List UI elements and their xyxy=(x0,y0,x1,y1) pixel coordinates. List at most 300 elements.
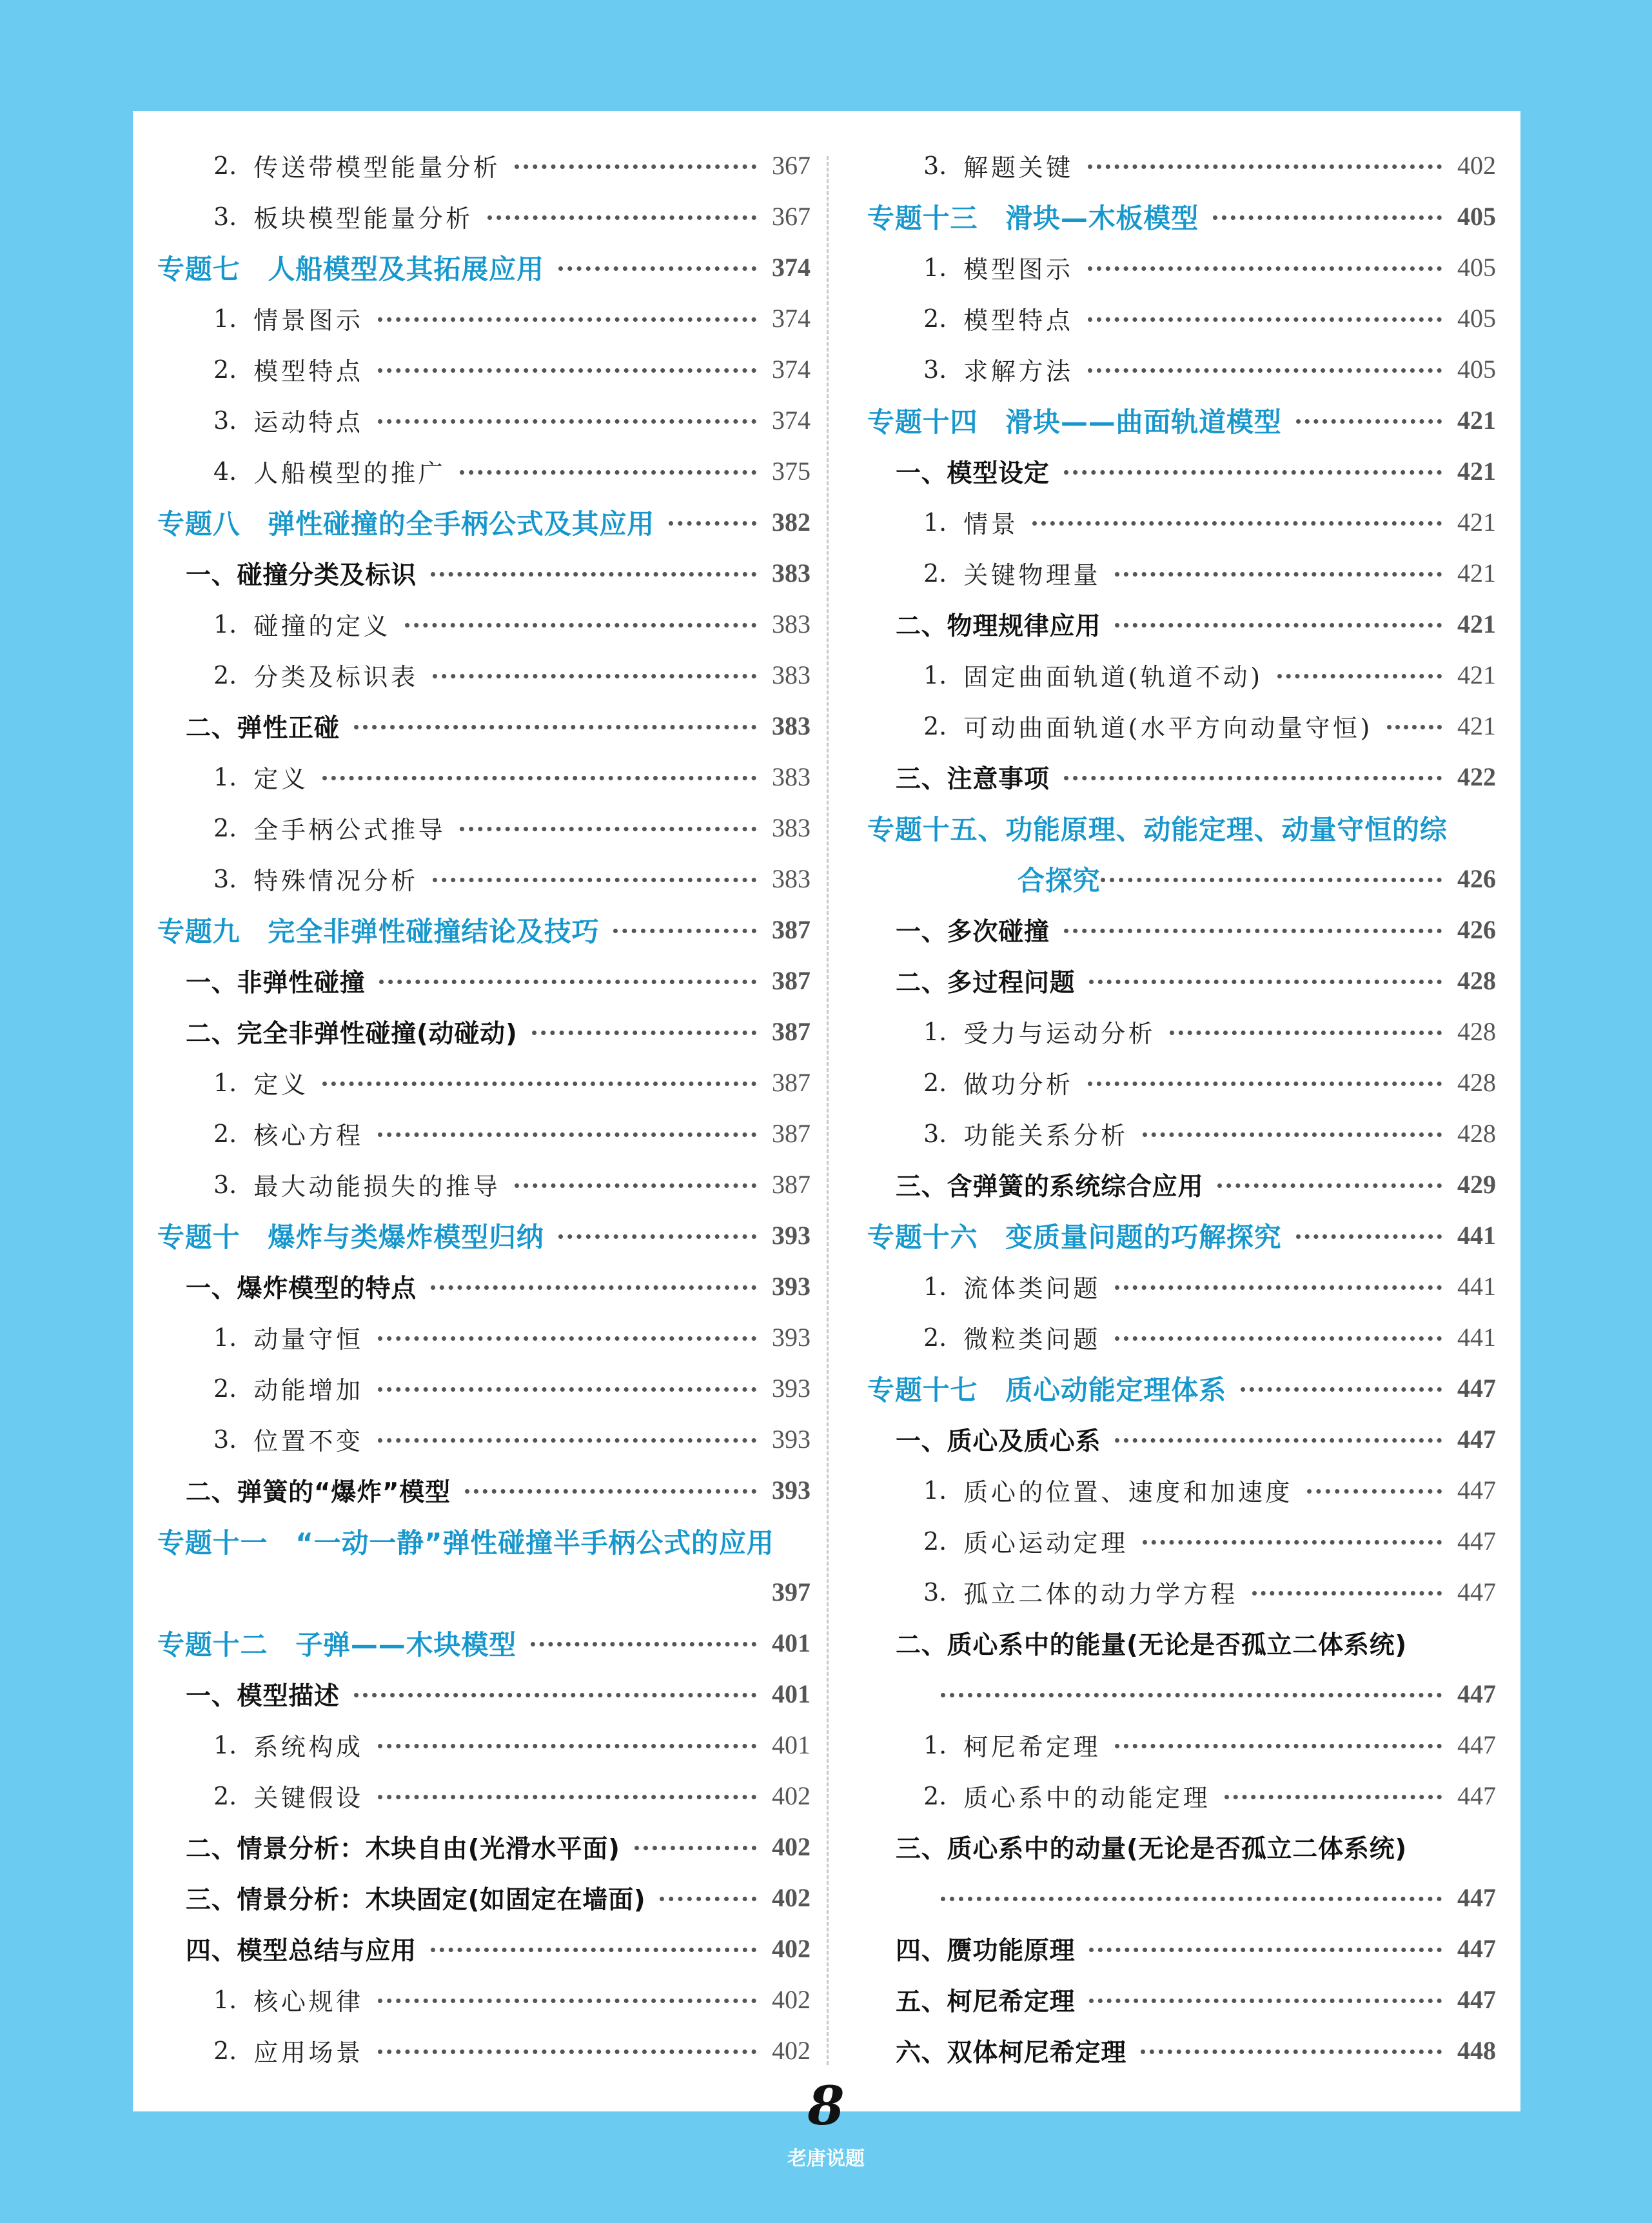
toc-section-entry[interactable] xyxy=(867,1821,1496,1872)
toc-page-number: 421 xyxy=(1457,660,1496,689)
toc-entry-title: 受力与运动分析 xyxy=(963,1020,1156,1048)
dot-leader xyxy=(1252,1591,1442,1596)
toc-left-column xyxy=(157,140,811,2076)
toc-entry-title: 专题十七 质心动能定理体系 xyxy=(867,1374,1226,1406)
toc-item-number: 2. xyxy=(213,813,237,842)
toc-page-number: 447 xyxy=(1457,1781,1496,1810)
toc-entry-title: 专题十三 滑块—木板模型 xyxy=(867,202,1199,234)
dot-leader xyxy=(515,1183,756,1188)
toc-section-entry[interactable] xyxy=(867,1668,1496,1719)
toc-item-entry[interactable] xyxy=(157,2025,811,2076)
toc-page-number: 402 xyxy=(1457,151,1496,180)
dot-leader xyxy=(378,1744,756,1748)
toc-entry-title: 可动曲面轨道(水平方向动量守恒) xyxy=(963,714,1373,742)
toc-page-number: 387 xyxy=(772,966,811,995)
toc-page-number: 402 xyxy=(772,1934,811,1963)
toc-entry-title: 二、完全非弹性碰撞(动碰动) xyxy=(186,1019,518,1049)
toc-chapter-entry[interactable] xyxy=(157,497,811,548)
toc-chapter-entry-continued[interactable] xyxy=(157,1566,811,1617)
toc-section-entry[interactable] xyxy=(157,1465,811,1516)
toc-entry-title: 二、质心系中的能量(无论是否孤立二体系统) xyxy=(896,1630,1408,1660)
dot-leader xyxy=(1213,215,1442,220)
toc-entry-title: 专题八 弹性碰撞的全手柄公式及其应用 xyxy=(157,508,655,540)
toc-page-number: 374 xyxy=(772,406,811,435)
dot-leader xyxy=(487,215,756,220)
dot-leader xyxy=(1115,1744,1442,1748)
dot-leader xyxy=(1115,1285,1442,1290)
dot-leader xyxy=(378,419,756,424)
toc-item-entry[interactable] xyxy=(867,1465,1496,1516)
publisher-watermark: 老唐说题 xyxy=(787,2148,865,2170)
toc-item-number: 2. xyxy=(923,304,947,333)
toc-section-entry[interactable] xyxy=(157,1923,811,1974)
toc-item-number: 2. xyxy=(923,1068,947,1097)
toc-entry-title: 专题十五、功能原理、动能定理、动量守恒的综 xyxy=(867,813,1448,845)
toc-item-entry[interactable] xyxy=(157,446,811,497)
toc-item-number: 1. xyxy=(213,609,237,638)
toc-page-number: 402 xyxy=(772,1781,811,1810)
toc-item-entry[interactable] xyxy=(157,751,811,802)
toc-chapter-entry[interactable] xyxy=(157,1516,811,1566)
toc-page-number: 374 xyxy=(772,355,811,384)
toc-entry-title: 质心系中的动能定理 xyxy=(963,1784,1211,1812)
toc-item-number: 2. xyxy=(213,355,237,384)
toc-page-number: 441 xyxy=(1457,1221,1496,1250)
toc-page-number: 387 xyxy=(772,1170,811,1199)
dot-leader xyxy=(405,623,756,627)
toc-entry-title: 一、爆炸模型的特点 xyxy=(186,1274,417,1303)
dot-leader xyxy=(322,776,756,780)
toc-section-entry[interactable] xyxy=(867,1159,1496,1210)
dot-leader xyxy=(1143,1132,1442,1137)
toc-entry-title: 动量守恒 xyxy=(253,1325,364,1354)
dot-leader xyxy=(1064,776,1442,780)
toc-entry-title: 四、模型总结与应用 xyxy=(186,1936,417,1966)
toc-section-entry[interactable] xyxy=(157,1261,811,1312)
toc-page-number: 441 xyxy=(1457,1272,1496,1301)
dot-leader xyxy=(669,521,756,526)
toc-entry-title: 合探究 xyxy=(1018,864,1101,896)
toc-entry-title: 专题九 完全非弹性碰撞结论及技巧 xyxy=(157,915,600,947)
toc-item-entry[interactable] xyxy=(157,1057,811,1108)
toc-page-number: 402 xyxy=(772,1883,811,1912)
toc-item-entry[interactable] xyxy=(867,242,1496,293)
toc-chapter-entry[interactable] xyxy=(157,242,811,293)
toc-entry-title: 一、质心及质心系 xyxy=(896,1427,1101,1456)
toc-item-number: 2. xyxy=(923,1781,947,1810)
dot-leader xyxy=(1088,317,1442,322)
toc-section-entry[interactable] xyxy=(867,1617,1496,1668)
dot-leader xyxy=(378,1999,756,2003)
toc-item-number: 1. xyxy=(213,1730,237,1759)
toc-item-number: 3. xyxy=(213,1425,237,1454)
dot-leader xyxy=(378,317,756,322)
toc-entry-title: 传送带模型能量分析 xyxy=(253,153,501,182)
toc-item-entry[interactable] xyxy=(157,395,811,446)
toc-item-number: 3. xyxy=(213,864,237,893)
toc-item-number: 1. xyxy=(923,508,947,537)
dot-leader xyxy=(354,1693,756,1697)
dot-leader xyxy=(1141,2050,1442,2054)
toc-item-entry[interactable] xyxy=(867,1516,1496,1566)
toc-page-number: 383 xyxy=(772,558,811,588)
toc-page-number: 374 xyxy=(772,304,811,333)
toc-item-number: 3. xyxy=(923,355,947,384)
toc-item-number: 1. xyxy=(923,660,947,689)
toc-chapter-entry[interactable] xyxy=(867,1363,1496,1414)
toc-item-entry[interactable] xyxy=(157,598,811,649)
dot-leader xyxy=(378,1336,756,1341)
toc-page-number: 393 xyxy=(772,1323,811,1352)
toc-entry-title: 系统构成 xyxy=(253,1733,364,1761)
toc-item-number: 2. xyxy=(923,558,947,588)
toc-item-entry[interactable] xyxy=(157,1159,811,1210)
toc-item-number: 1. xyxy=(923,1272,947,1301)
toc-section-entry[interactable] xyxy=(157,1006,811,1057)
toc-page-number: 447 xyxy=(1457,1985,1496,2014)
toc-entry-title: 情景图示 xyxy=(253,306,364,335)
toc-page-number: 375 xyxy=(772,457,811,486)
dot-leader xyxy=(1088,1082,1442,1086)
toc-item-entry[interactable] xyxy=(867,1006,1496,1057)
toc-entry-title: 一、碰撞分类及标识 xyxy=(186,560,417,590)
dot-leader xyxy=(1241,1387,1442,1392)
toc-page-number: 441 xyxy=(1457,1323,1496,1352)
toc-entry-title: 核心方程 xyxy=(253,1121,364,1150)
toc-entry-title: 三、情景分析：木块固定(如固定在墙面) xyxy=(186,1885,646,1915)
dot-leader xyxy=(1296,1234,1442,1239)
toc-item-entry[interactable] xyxy=(867,548,1496,598)
toc-entry-title: 模型特点 xyxy=(253,357,364,386)
toc-page-number: 393 xyxy=(772,1374,811,1403)
toc-page xyxy=(133,111,1520,2111)
toc-entry-title: 应用场景 xyxy=(253,2039,364,2067)
toc-section-entry[interactable] xyxy=(157,955,811,1006)
toc-entry-title: 特殊情况分析 xyxy=(253,867,418,895)
toc-item-entry[interactable] xyxy=(867,293,1496,344)
toc-entry-title: 质心运动定理 xyxy=(963,1529,1128,1557)
toc-item-entry[interactable] xyxy=(157,1974,811,2025)
dot-leader xyxy=(1277,674,1442,678)
toc-page-number: 428 xyxy=(1457,1017,1496,1046)
dot-leader xyxy=(1032,521,1442,526)
dot-leader xyxy=(660,1897,756,1901)
toc-item-entry[interactable] xyxy=(867,140,1496,191)
toc-page-number: 401 xyxy=(772,1679,811,1708)
toc-page-number: 428 xyxy=(1457,1068,1496,1097)
toc-item-entry[interactable] xyxy=(867,497,1496,548)
toc-item-number: 2. xyxy=(213,151,237,180)
dot-leader xyxy=(1224,1795,1442,1799)
toc-item-entry[interactable] xyxy=(867,1566,1496,1617)
toc-chapter-entry[interactable] xyxy=(867,853,1496,904)
dot-leader xyxy=(433,674,756,678)
dot-leader xyxy=(378,2050,756,2054)
toc-item-entry[interactable] xyxy=(157,1719,811,1770)
toc-entry-title: 一、非弹性碰撞 xyxy=(186,968,366,998)
toc-page-number: 402 xyxy=(772,1985,811,2014)
toc-page-number: 383 xyxy=(772,609,811,638)
toc-chapter-entry[interactable] xyxy=(157,904,811,955)
toc-section-entry[interactable] xyxy=(867,751,1496,802)
dot-leader xyxy=(558,1234,756,1239)
toc-entry-title: 最大动能损失的推导 xyxy=(253,1172,501,1201)
dot-leader xyxy=(460,827,756,831)
toc-item-number: 1. xyxy=(213,1068,237,1097)
toc-item-entry[interactable] xyxy=(157,191,811,242)
toc-chapter-entry[interactable] xyxy=(157,1210,811,1261)
toc-page-number: 421 xyxy=(1457,558,1496,588)
toc-page-number: 405 xyxy=(1457,202,1496,231)
toc-section-entry[interactable] xyxy=(867,955,1496,1006)
toc-chapter-entry[interactable] xyxy=(867,395,1496,446)
dot-leader xyxy=(634,1846,756,1850)
toc-item-number: 2. xyxy=(213,660,237,689)
dot-leader xyxy=(1307,1489,1442,1494)
toc-entry-title: 五、柯尼希定理 xyxy=(896,1987,1076,2017)
toc-item-number: 3. xyxy=(213,202,237,231)
toc-chapter-entry[interactable] xyxy=(157,1617,811,1668)
toc-item-number: 4. xyxy=(213,457,237,486)
toc-entry-title: 专题十 爆炸与类爆炸模型归纳 xyxy=(157,1221,544,1253)
toc-page-number: 405 xyxy=(1457,304,1496,333)
toc-item-number: 2. xyxy=(213,1781,237,1810)
toc-page-number: 387 xyxy=(772,1068,811,1097)
dot-leader xyxy=(378,368,756,373)
toc-page-number: 447 xyxy=(1457,1425,1496,1454)
toc-item-entry[interactable] xyxy=(157,1108,811,1159)
toc-entry-title: 一、模型设定 xyxy=(896,459,1050,488)
toc-item-entry[interactable] xyxy=(157,344,811,395)
toc-item-number: 3. xyxy=(213,1170,237,1199)
column-divider xyxy=(827,156,829,2065)
toc-entry-title: 全手柄公式推导 xyxy=(253,816,446,844)
dot-leader xyxy=(354,725,756,729)
toc-entry-title: 专题十二 子弹——木块模型 xyxy=(157,1628,516,1661)
toc-item-number: 3. xyxy=(923,1119,947,1148)
toc-item-entry[interactable] xyxy=(867,649,1496,700)
dot-leader xyxy=(1217,1183,1442,1188)
toc-page-number: 367 xyxy=(772,151,811,180)
dot-leader xyxy=(322,1082,756,1086)
toc-page-number: 382 xyxy=(772,508,811,537)
toc-entry-title: 运动特点 xyxy=(253,408,364,437)
dot-leader xyxy=(941,1897,1442,1901)
dot-leader xyxy=(1115,572,1442,577)
toc-entry-title: 固定曲面轨道(轨道不动) xyxy=(963,663,1263,691)
toc-section-entry[interactable] xyxy=(867,904,1496,955)
toc-item-number: 2. xyxy=(923,711,947,740)
dot-leader xyxy=(460,470,756,475)
toc-page-number: 421 xyxy=(1457,609,1496,638)
toc-item-entry[interactable] xyxy=(867,1719,1496,1770)
dot-leader xyxy=(1064,929,1442,933)
toc-entry-title: 定义 xyxy=(253,1071,309,1099)
dot-leader xyxy=(1170,1031,1442,1035)
toc-item-number: 2. xyxy=(923,1526,947,1556)
toc-entry-title: 流体类问题 xyxy=(963,1274,1101,1303)
toc-section-entry[interactable] xyxy=(157,548,811,598)
toc-entry-title: 分类及标识表 xyxy=(253,663,418,691)
toc-item-number: 3. xyxy=(923,1577,947,1606)
dot-leader xyxy=(431,1285,756,1290)
toc-page-number: 447 xyxy=(1457,1577,1496,1606)
toc-item-number: 2. xyxy=(213,1119,237,1148)
toc-page-number: 421 xyxy=(1457,457,1496,486)
toc-page-number: 383 xyxy=(772,762,811,791)
dot-leader xyxy=(465,1489,756,1494)
dot-leader xyxy=(1296,419,1442,424)
toc-page-number: 393 xyxy=(772,1425,811,1454)
toc-right-column xyxy=(867,140,1496,2076)
toc-page-number: 405 xyxy=(1457,253,1496,282)
toc-page-number: 426 xyxy=(1457,864,1496,893)
toc-item-entry[interactable] xyxy=(867,1261,1496,1312)
toc-entry-title: 一、模型描述 xyxy=(186,1681,340,1711)
toc-item-entry[interactable] xyxy=(867,1057,1496,1108)
toc-page-number: 447 xyxy=(1457,1934,1496,1963)
toc-section-entry[interactable] xyxy=(867,446,1496,497)
toc-page-number: 383 xyxy=(772,864,811,893)
toc-item-entry[interactable] xyxy=(157,1414,811,1465)
toc-page-number: 421 xyxy=(1457,508,1496,537)
toc-item-number: 1. xyxy=(923,1017,947,1046)
dot-leader xyxy=(433,878,756,882)
toc-section-entry[interactable] xyxy=(867,2025,1496,2076)
toc-entry-title: 情景 xyxy=(963,510,1019,538)
toc-item-number: 1. xyxy=(923,253,947,282)
toc-item-entry[interactable] xyxy=(157,140,811,191)
toc-entry-title: 孤立二体的动力学方程 xyxy=(963,1580,1238,1608)
dot-leader xyxy=(1088,266,1442,271)
toc-entry-title: 三、含弹簧的系统综合应用 xyxy=(896,1172,1204,1201)
toc-item-number: 2. xyxy=(213,2036,237,2065)
toc-page-number: 447 xyxy=(1457,1730,1496,1759)
dot-leader xyxy=(1088,164,1442,169)
page-number: 8 xyxy=(807,2075,845,2137)
toc-page-number: 428 xyxy=(1457,966,1496,995)
dot-leader xyxy=(558,266,756,271)
dot-leader xyxy=(1088,368,1442,373)
toc-entry-title: 专题七 人船模型及其拓展应用 xyxy=(157,253,544,285)
dot-leader xyxy=(1089,1948,1442,1952)
toc-page-number: 447 xyxy=(1457,1374,1496,1403)
toc-entry-title: 专题十六 变质量问题的巧解探究 xyxy=(867,1221,1282,1253)
toc-item-entry[interactable] xyxy=(867,700,1496,751)
toc-item-number: 1. xyxy=(213,304,237,333)
dot-leader xyxy=(531,1642,756,1646)
toc-item-number: 1. xyxy=(213,1323,237,1352)
toc-section-entry[interactable] xyxy=(867,1414,1496,1465)
toc-page-number: 387 xyxy=(772,1017,811,1046)
toc-item-entry[interactable] xyxy=(157,1363,811,1414)
toc-page-number: 393 xyxy=(772,1476,811,1505)
toc-page-number: 367 xyxy=(772,202,811,231)
toc-page-number: 421 xyxy=(1457,406,1496,435)
toc-section-entry[interactable] xyxy=(157,700,811,751)
toc-page-number: 393 xyxy=(772,1221,811,1250)
toc-entry-title: 四、赝功能原理 xyxy=(896,1936,1076,1966)
toc-page-number: 401 xyxy=(772,1628,811,1657)
toc-item-number: 1. xyxy=(213,762,237,791)
toc-entry-title: 核心规律 xyxy=(253,1988,364,2016)
toc-page-number: 447 xyxy=(1457,1476,1496,1505)
dot-leader xyxy=(613,929,756,933)
toc-item-entry[interactable] xyxy=(867,1770,1496,1821)
toc-item-entry[interactable] xyxy=(157,1312,811,1363)
dot-leader xyxy=(515,164,756,169)
toc-section-entry[interactable] xyxy=(867,1872,1496,1923)
toc-entry-title: 解题关键 xyxy=(963,153,1074,182)
toc-item-entry[interactable] xyxy=(157,853,811,904)
dot-leader xyxy=(378,1438,756,1443)
toc-section-entry[interactable] xyxy=(157,1668,811,1719)
toc-page-number: 447 xyxy=(1457,1679,1496,1708)
dot-leader xyxy=(1387,725,1442,729)
dot-leader xyxy=(1143,1540,1442,1545)
dot-leader xyxy=(431,572,756,577)
dot-leader xyxy=(378,1795,756,1799)
toc-entry-title: 碰撞的定义 xyxy=(253,612,391,640)
toc-item-number: 3. xyxy=(213,406,237,435)
toc-page-number: 383 xyxy=(772,711,811,740)
toc-page-number: 393 xyxy=(772,1272,811,1301)
toc-item-entry[interactable] xyxy=(867,1108,1496,1159)
toc-section-entry[interactable] xyxy=(867,1923,1496,1974)
toc-chapter-entry[interactable] xyxy=(867,1210,1496,1261)
dot-leader xyxy=(1115,1336,1442,1341)
toc-item-entry[interactable] xyxy=(157,649,811,700)
dot-leader xyxy=(378,1387,756,1392)
toc-page-number: 447 xyxy=(1457,1883,1496,1912)
dot-leader xyxy=(378,1132,756,1137)
toc-page-number: 422 xyxy=(1457,762,1496,791)
toc-entry-title: 位置不变 xyxy=(253,1427,364,1456)
toc-entry-title: 二、情景分析：木块自由(光滑水平面) xyxy=(186,1834,620,1864)
toc-page-number: 428 xyxy=(1457,1119,1496,1148)
toc-entry-title: 三、注意事项 xyxy=(896,764,1050,794)
toc-chapter-entry[interactable] xyxy=(867,191,1496,242)
toc-entry-title: 三、质心系中的动量(无论是否孤立二体系统) xyxy=(896,1834,1408,1864)
toc-page-number: 397 xyxy=(772,1577,811,1606)
toc-section-entry[interactable] xyxy=(867,1974,1496,2025)
toc-page-number: 405 xyxy=(1457,355,1496,384)
toc-chapter-entry[interactable] xyxy=(867,802,1496,853)
toc-section-entry[interactable] xyxy=(157,1821,811,1872)
toc-item-entry[interactable] xyxy=(157,802,811,853)
toc-item-entry[interactable] xyxy=(157,293,811,344)
toc-page-number: 387 xyxy=(772,1119,811,1148)
dot-leader xyxy=(941,1693,1442,1697)
toc-entry-title: 人船模型的推广 xyxy=(253,459,446,488)
toc-item-number: 1. xyxy=(213,1985,237,2014)
dot-leader xyxy=(1089,1999,1442,2003)
toc-page-number: 402 xyxy=(772,1832,811,1861)
toc-page-number: 401 xyxy=(772,1730,811,1759)
dot-leader xyxy=(1089,980,1442,984)
dot-leader xyxy=(1101,878,1442,882)
toc-entry-title: 质心的位置、速度和加速度 xyxy=(963,1478,1293,1507)
toc-entry-title: 求解方法 xyxy=(963,357,1074,386)
toc-item-entry[interactable] xyxy=(867,1312,1496,1363)
toc-item-number: 3. xyxy=(923,151,947,180)
toc-item-entry[interactable] xyxy=(867,344,1496,395)
toc-item-entry[interactable] xyxy=(157,1770,811,1821)
toc-section-entry[interactable] xyxy=(157,1872,811,1923)
toc-section-entry[interactable] xyxy=(867,598,1496,649)
toc-item-number: 2. xyxy=(213,1374,237,1403)
toc-entry-title: 二、物理规律应用 xyxy=(896,611,1101,641)
